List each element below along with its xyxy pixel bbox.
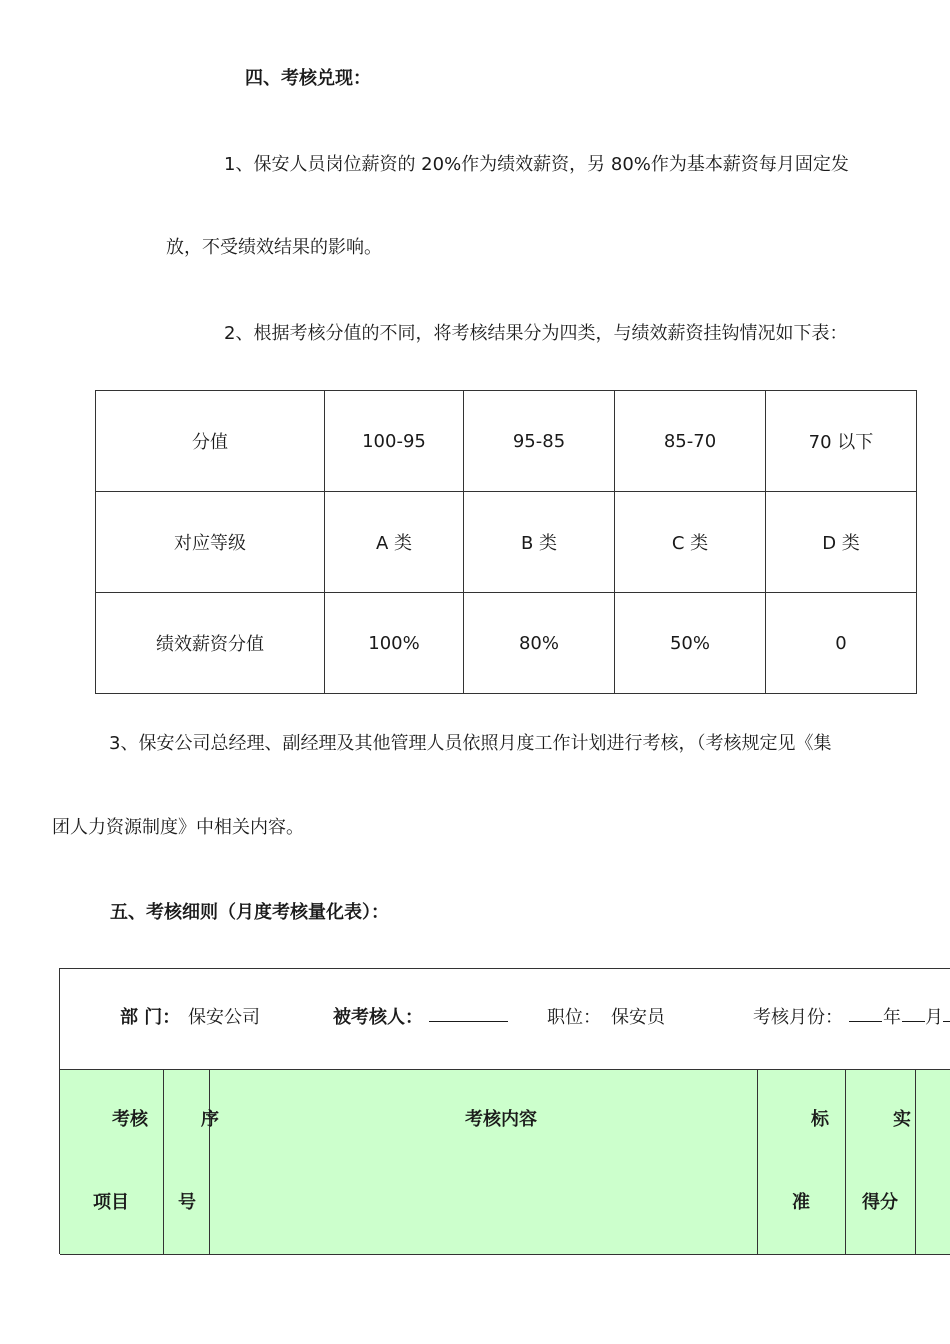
grade-cell: 0 [766, 593, 917, 694]
grade-cell: 100% [325, 593, 464, 694]
header-seq-line2: 号 [178, 1192, 196, 1213]
grade-cell: D 类 [766, 492, 917, 593]
grade-cell: C 类 [615, 492, 766, 593]
grade-table [95, 390, 917, 694]
section4-paragraph2: 2、根据考核分值的不同，将考核结果分为四类，与绩效薪资挂钩情况如下表： [224, 323, 848, 344]
header-item-line1: 考核 [112, 1109, 148, 1130]
section4-title: 四、考核兑现： [245, 68, 371, 89]
dept-value: 保安公司 [188, 1007, 260, 1028]
year-char: 年 [883, 1007, 901, 1028]
table-row [96, 391, 917, 492]
grade-cell: 50% [615, 593, 766, 694]
grade-cell: 85-70 [615, 391, 766, 492]
header-std-line1: 标 [811, 1109, 829, 1130]
grade-cell: 100-95 [325, 391, 464, 492]
detail-header-row [60, 1070, 950, 1255]
section4-paragraph1-line1: 1、保安人员岗位薪资的 20%作为绩效薪资，另 80%作为基本薪资每月固定发 [224, 154, 849, 175]
position-label: 职位： [547, 1007, 601, 1028]
section4-paragraph3-line1: 3、保安公司总经理、副经理及其他管理人员依照月度工作计划进行考核，（考核规定见《集 [109, 733, 832, 754]
table-row [96, 593, 917, 694]
dept-label: 部 门： [120, 1007, 181, 1028]
year-blank [849, 1003, 882, 1022]
section4-paragraph1-line2: 放，不受绩效结果的影响。 [166, 237, 382, 258]
grade-cell: 80% [464, 593, 615, 694]
detail-info-row [60, 969, 950, 1070]
header-std-line2: 准 [792, 1192, 810, 1213]
month-char: 月 [925, 1007, 943, 1028]
table-row [96, 492, 917, 593]
header-score-line2: 得分 [862, 1192, 898, 1213]
grade-row-label: 绩效薪资分值 [96, 593, 325, 694]
position-value: 保安员 [611, 1007, 665, 1028]
section4-paragraph3-line2: 团人力资源制度》中相关内容。 [52, 817, 304, 838]
header-item-line2: 项目 [93, 1192, 129, 1213]
grade-cell: 70 以下 [766, 391, 917, 492]
grade-row-label: 分值 [96, 391, 325, 492]
header-seq-line1: 序 [201, 1109, 219, 1130]
section5-title: 五、考核细则（月度考核量化表）： [110, 902, 389, 923]
grade-row-label: 对应等级 [96, 492, 325, 593]
header-score-line1: 实 [893, 1109, 911, 1130]
month-blank [902, 1003, 925, 1022]
detail-table [59, 968, 950, 1254]
month-label: 考核月份： [753, 1007, 843, 1028]
person-label: 被考核人： [333, 1007, 423, 1028]
day-blank [943, 1003, 950, 1022]
grade-cell: B 类 [464, 492, 615, 593]
header-content: 考核内容 [465, 1109, 537, 1130]
grade-cell: 95-85 [464, 391, 615, 492]
person-blank [429, 1003, 508, 1022]
grade-cell: A 类 [325, 492, 464, 593]
